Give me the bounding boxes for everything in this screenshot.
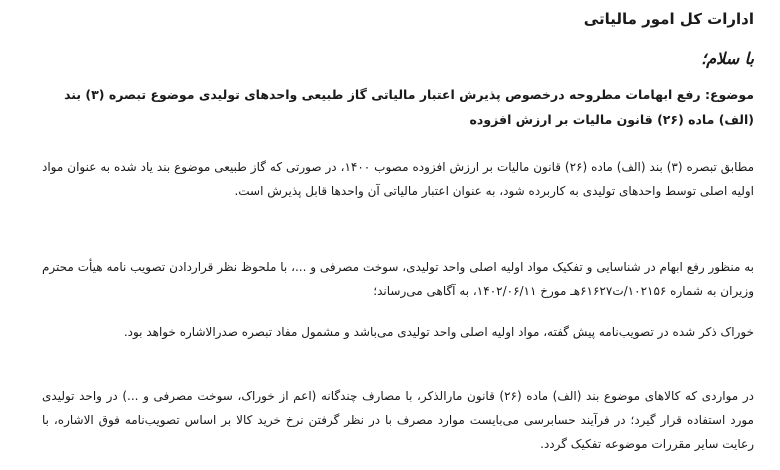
paragraph-3: خوراک ذکر شده در تصویب‌نامه پیش گفته، مواد اولیه اصلی واحد تولیدی می‌باشد و مشمول مفاد تبصره صدرالاشاره خواهد بود.: [123, 325, 754, 339]
paragraph-1: مطابق تبصره (۳) بند (الف) ماده (۲۶) قانون مالیات بر ارزش افزوده مصوب ۱۴۰۰، در صورتی که گاز طبیعی موضوع بند یاد شده به عنوان مواد اولیه اصلی توسط واحدهای تولیدی به کاربرده شود، به عنوان اعتبار مالیاتی آن واحدها قابل پذیرش است.: [42, 160, 755, 198]
paragraph-2: به منظور رفع ابهام در شناسایی و تفکیک مواد اولیه اصلی واحد تولیدی، سوخت مصرفی و ...، با ملحوظ نظر قراردادن تصویب نامه هیأت محترم وزیران به شماره ۱۰۲۱۵۶/ت۶۱۶۲۷هـ مورخ ۱۴۰۲/۰۶/۱۱، به آگاهی می‌رساند؛: [42, 260, 754, 298]
letter-subject: موضوع: رفع ابهامات مطروحه درخصوص پذیرش اعتبار مالیاتی گاز طبیعی واحدهای تولیدی موضوع تبصره (۳) بند (الف) ماده (۲۶) قانون مالیات بر ارزش افزوده: [64, 87, 754, 127]
letter-heading: ادارات کل امور مالیاتی: [583, 10, 754, 28]
paragraph-4: در مواردی که کالاهای موضوع بند (الف) ماده (۲۶) قانون مارالذکر، با مصارف چندگانه (اعم از خوراک، سوخت مصرفی و ...) در واحد تولیدی مورد استفاده قرار گیرد؛ در فرآیند حسابرسی می‌بایست موارد مصرف با در نظر گرفتن نرخ خرید کالا بر اساس تصویب‌نامه فوق الاشاره، با رعایت سایر مقررات موضوعه تفکیک گردد.: [42, 389, 754, 451]
letter-greeting: با سلام؛: [701, 49, 754, 68]
